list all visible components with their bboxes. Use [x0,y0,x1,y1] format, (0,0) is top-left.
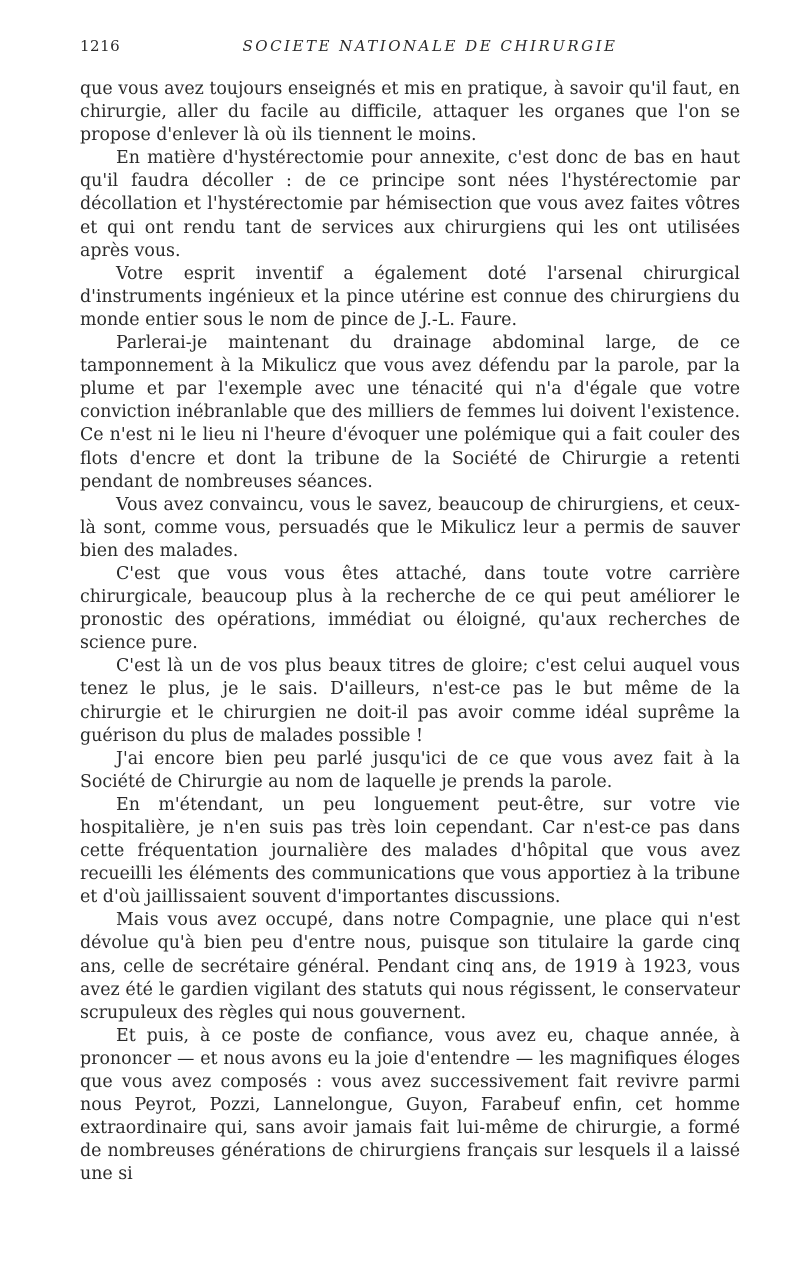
page-number: 1216 [80,37,121,55]
body-text [80,78,740,1187]
paragraph: J'ai encore bien peu parlé jusqu'ici de ce que vous avez fait à la Société de Chirurgie au nom de laquelle je prends la parole. [80,748,740,792]
paragraph: C'est que vous vous êtes attaché, dans toute votre carrière chirurgicale, beaucoup plus à la recherche de ce qui peut améliorer le pronostic des opérations, immédiat ou éloigné, qu'aux recherches de science pure. [80,563,740,654]
paragraph: Mais vous avez occupé, dans notre Compagnie, une place qui n'est dévolue qu'à bien peu d'entre nous, puisque son titulaire la garde cinq ans, celle de secrétaire général. Pendant cinq ans, de 1919 à 1923, vous avez été le gardien vigilant des statuts qui nous régissent, le conservateur scrupuleux des règles qui nous gouvernent. [80,910,740,1023]
paragraph: Votre esprit inventif a également doté l'arsenal chirurgical d'instruments ingénieux et la pince utérine est connue des chirurgiens du monde entier sous le nom de pince de J.-L. Faure. [80,263,740,330]
paragraph: En m'étendant, un peu longuement peut-être, sur votre vie hospitalière, je n'en suis pas très loin cependant. Car n'est-ce pas dans cette fréquentation journalière des malades d'hôpital que vous avez recueilli les éléments des communications que vous apportiez à la tribune et d'où jaillissaient souvent d'importantes discussions. [80,794,740,908]
paragraph: Vous avez convaincu, vous le savez, beaucoup de chirurgiens, et ceux-là sont, comme vous, persuadés que le Mikulicz leur a permis de sauver bien des malades. [80,494,740,561]
paragraph: que vous avez toujours enseignés et mis en pratique, à savoir qu'il faut, en chirurgie, aller du facile au difficile, attaquer les organes que l'on se propose d'enlever là où ils tiennent le moins. [80,79,740,146]
running-head [80,37,740,59]
paragraph: C'est là un de vos plus beaux titres de gloire; c'est celui auquel vous tenez le plus, je le sais. D'ailleurs, n'est-ce pas le but même de la chirurgie et le chirurgien ne doit-il pas avoir comme idéal suprême la guérison du plus de malades possible ! [80,656,740,746]
paragraph: En matière d'hystérectomie pour annexite, c'est donc de bas en haut qu'il faudra décoller : de ce principe sont nées l'hystérectomie par décollation et l'hystérectomie par hémisection que vous avez faites vôtres et qui ont rendu tant de services aux chirurgiens qui les ont utilisées après vous. [80,148,740,261]
journal-title: SOCIETE NATIONALE DE CHIRURGIE [242,37,618,55]
paragraph: Parlerai-je maintenant du drainage abdominal large, de ce tamponnement à la Mikulicz que vous avez défendu par la parole, par la plume et par l'exemple avec une ténacité qui n'a d'égale que votre conviction inébranlable que des milliers de femmes lui doivent l'existence. Ce n'est ni le lieu ni l'heure d'évoquer une polémique qui a fait couler des flots d'encre et dont la tribune de la Société de Chirurgie a retenti pendant de nombreuses séances. [80,333,740,492]
paragraph: Et puis, à ce poste de confiance, vous avez eu, chaque année, à prononcer — et nous avons eu la joie d'entendre — les magnifiques éloges que vous avez composés : vous avez successivement fait revivre parmi nous Peyrot, Pozzi, Lannelongue, Guyon, Farabeuf enfin, cet homme extraordinaire qui, sans avoir jamais fait lui-même de chirurgie, a formé de nombreuses générations de chirurgiens français sur lesquels il a laissé une si [80,1025,740,1185]
